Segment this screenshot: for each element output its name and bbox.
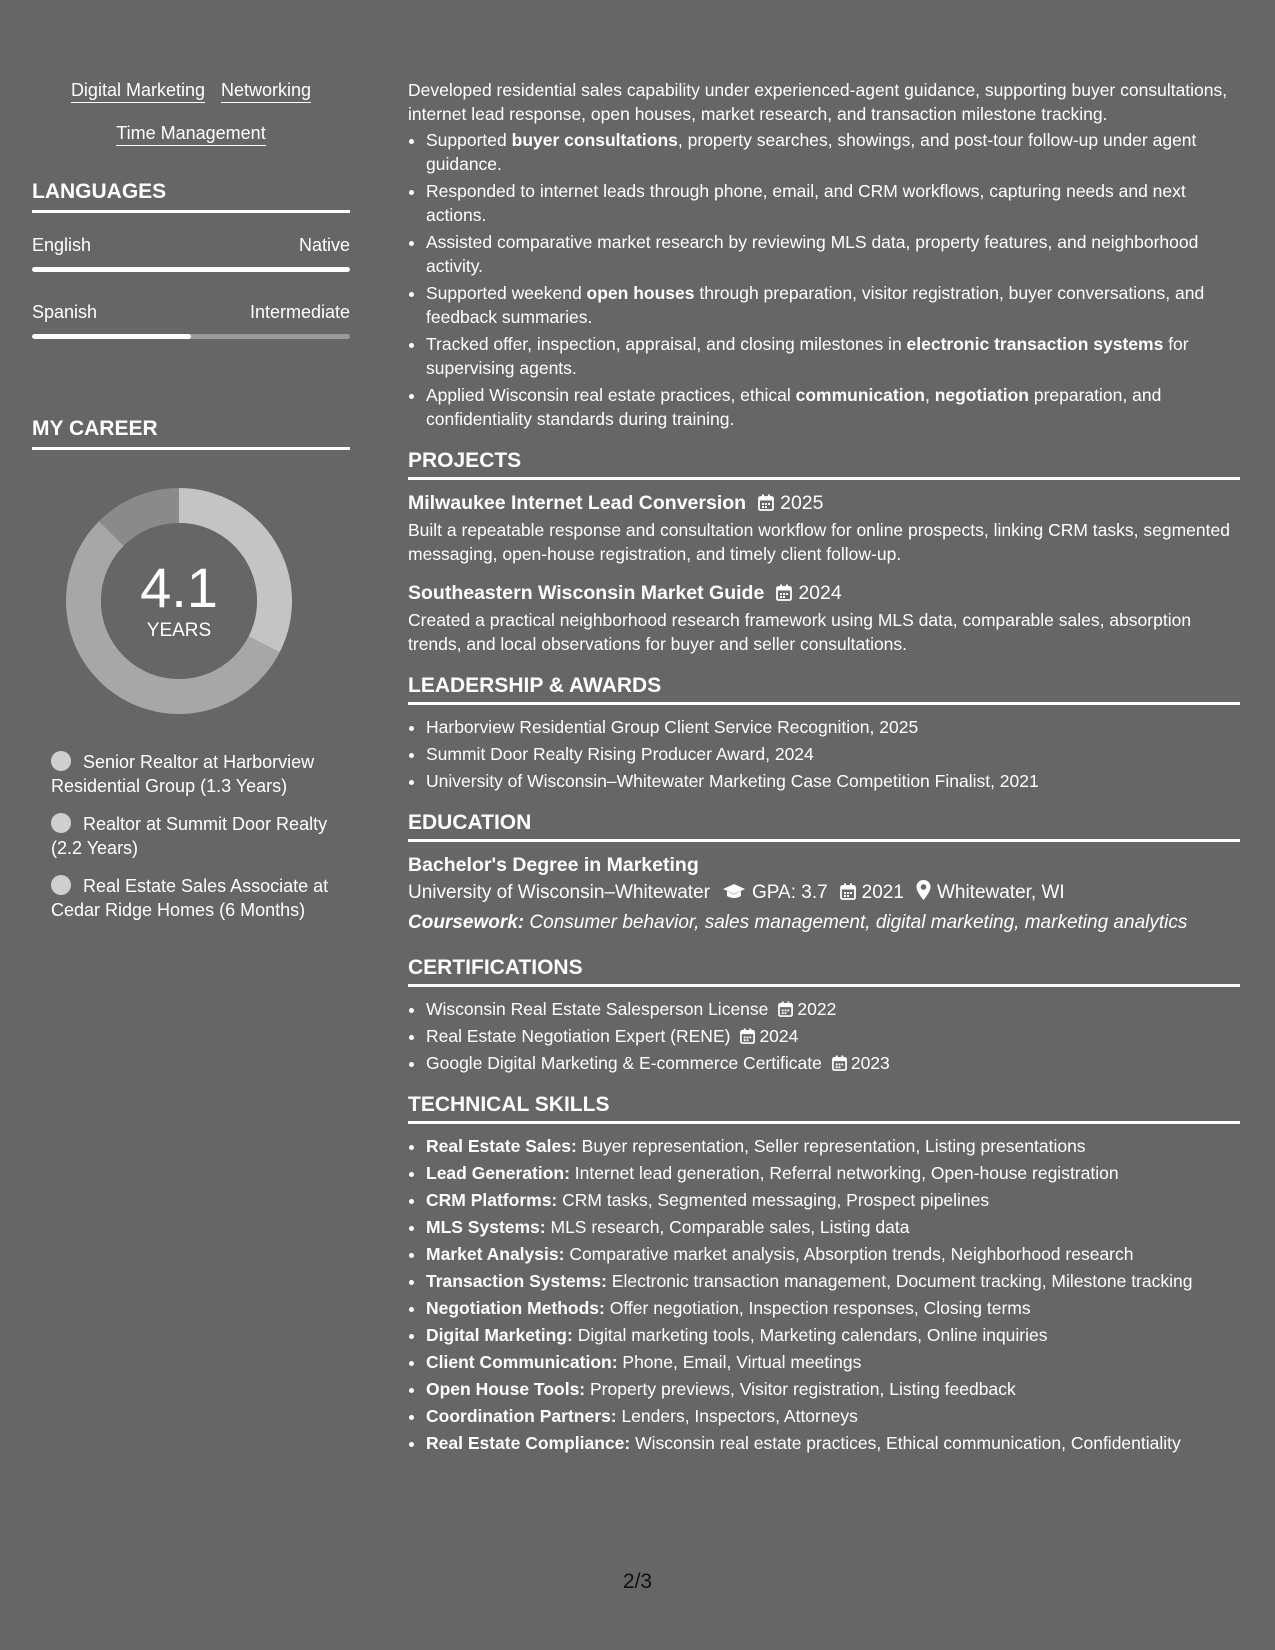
language-proficiency-bar [32,334,350,339]
skill-tag: Digital Marketing [71,78,205,103]
skill-item: • Real Estate Compliance: Wisconsin real estate practices, Ethical communication, Confidentiality [426,1431,1240,1455]
calendar-icon [758,494,774,511]
career-legend-label: Realtor at Summit Door Realty (2.2 Years) [51,814,328,858]
language-proficiency-fill [32,334,191,339]
skill-item: • Transaction Systems: Electronic transaction management, Document tracking, Milestone tracking [426,1269,1240,1293]
project-title: Milwaukee Internet Lead Conversion 2025 [408,492,824,514]
skill-item: • MLS Systems: MLS research, Comparable sales, Listing data [426,1215,1240,1239]
gpa: GPA: 3.7 [751,882,828,903]
skill-item: • Coordination Partners: Lenders, Inspectors, Attorneys [426,1404,1240,1428]
legend-dot [51,813,71,833]
skill-tags [32,78,350,146]
technical-skills-section [408,1091,1240,1455]
language-level: Native [298,235,350,255]
experience-bullet: • Supported buyer consultations, property searches, showings, and post-tour follow-up under agent guidance. [426,128,1240,176]
language-item [32,300,350,339]
experience-summary: Developed residential sales capability under experienced-agent guidance, supporting buyer consultations, internet lead response, open houses, market research, and transaction milestone tracking. [408,80,1228,124]
career-legend-item [51,750,331,798]
language-proficiency-bar [32,267,350,272]
project-title: Southeastern Wisconsin Market Guide 2024 [408,582,842,604]
sidebar [32,78,350,936]
experience-bullet: • Supported weekend open houses through preparation, visitor registration, buyer conversations, and feedback summaries. [426,281,1240,329]
calendar-icon [778,1001,793,1017]
experience-bullets [408,128,1240,431]
project-year: 2025 [780,492,824,514]
career-total-unit: YEARS [146,620,212,641]
degree-title: Bachelor's Degree in Marketing [408,854,699,876]
experience-bullet: • Assisted comparative market research by reviewing MLS data, property features, and neighborhood activity. [426,230,1240,278]
projects-heading: PROJECTS [408,447,1240,480]
technical-skills-list [408,1134,1240,1455]
skill-item: • Negotiation Methods: Offer negotiation, Inspection responses, Closing terms [426,1296,1240,1320]
languages-heading: LANGUAGES [32,178,350,213]
main-content [408,78,1240,1458]
language-proficiency-fill [32,267,350,272]
skill-item: • Client Communication: Phone, Email, Virtual meetings [426,1350,1240,1374]
calendar-icon [776,584,792,601]
language-name: English [32,235,92,255]
experience-bullet: • Applied Wisconsin real estate practices, ethical communication, negotiation preparation, and confidentiality standards during training. [426,383,1240,431]
education-heading: EDUCATION [408,809,1240,842]
career-heading: MY CAREER [32,415,350,450]
skill-item: • Digital Marketing: Digital marketing tools, Marketing calendars, Online inquiries [426,1323,1240,1347]
graduation-year: 2021 [861,882,904,903]
legend-dot [51,751,71,771]
calendar-icon [832,1055,847,1071]
career-donut-chart [66,488,292,714]
coursework-list: Consumer behavior, sales management, digital marketing, marketing analytics [529,912,1188,933]
skill-tag: Networking [221,78,311,103]
coursework-label: Coursework: [408,912,525,933]
skill-tag: Time Management [116,121,265,146]
skill-item: • CRM Platforms: CRM tasks, Segmented messaging, Prospect pipelines [426,1188,1240,1212]
education-section [408,809,1240,938]
career-legend-label: Senior Realtor at Harborview Residential Group (1.3 Years) [51,752,315,796]
project-description: Built a repeatable response and consultation workflow for online prospects, linking CRM tasks, segmented messaging, open-house registration, and timely client follow-up. [408,520,1230,564]
certifications-section [408,954,1240,1075]
skill-item: • Real Estate Sales: Buyer representation, Seller representation, Listing presentations [426,1134,1240,1158]
projects-section [408,447,1240,656]
experience-bullet: • Responded to internet leads through phone, email, and CRM workflows, capturing needs and next actions. [426,179,1240,227]
career-legend-item [51,874,331,922]
language-level: Intermediate [249,302,350,322]
career-total-value: 4.1 [140,556,218,619]
legend-dot [51,875,71,895]
graduation-cap-icon [722,883,746,900]
education-details [408,878,1240,908]
award-item: • University of Wisconsin–Whitewater Marketing Case Competition Finalist, 2021 [426,769,1240,793]
project-year: 2024 [798,582,842,604]
awards-list [408,715,1240,793]
skill-item: • Market Analysis: Comparative market analysis, Absorption trends, Neighborhood research [426,1242,1240,1266]
language-name: Spanish [32,302,98,322]
calendar-icon [740,1028,755,1044]
awards-heading: LEADERSHIP & AWARDS [408,672,1240,705]
award-item: • Harborview Residential Group Client Service Recognition, 2025 [426,715,1240,739]
certification-year: 2024 [759,1026,799,1046]
career-legend-item [51,812,331,860]
awards-section [408,672,1240,793]
certification-item: • Google Digital Marketing & E-commerce Certificate 2023 [426,1051,1240,1075]
page-number: 2/3 [622,1570,653,1593]
award-item: • Summit Door Realty Rising Producer Award, 2024 [426,742,1240,766]
skill-item: • Open House Tools: Property previews, Visitor registration, Listing feedback [426,1377,1240,1401]
calendar-icon [840,883,856,900]
coursework [408,908,1240,938]
career-legend-label: Real Estate Sales Associate at Cedar Ridge Homes (6 Months) [51,876,329,920]
certification-year: 2023 [850,1053,890,1073]
certifications-list [408,997,1240,1075]
skill-item: • Lead Generation: Internet lead generation, Referral networking, Open-house registration [426,1161,1240,1185]
career-legend [51,750,350,922]
experience-bullet: • Tracked offer, inspection, appraisal, and closing milestones in electronic transaction systems for supervising agents. [426,332,1240,380]
technical-skills-heading: TECHNICAL SKILLS [408,1091,1240,1124]
project-description: Created a practical neighborhood research framework using MLS data, comparable sales, absorption trends, and local observations for buyer and seller consultations. [408,610,1192,654]
certifications-heading: CERTIFICATIONS [408,954,1240,987]
school-location: Whitewater, WI [936,882,1065,903]
certification-item: • Wisconsin Real Estate Salesperson License 2022 [426,997,1240,1021]
certification-year: 2022 [797,999,837,1019]
language-item [32,233,350,272]
certification-item: • Real Estate Negotiation Expert (RENE) 2024 [426,1024,1240,1048]
school-name: University of Wisconsin–Whitewater [408,882,710,903]
map-pin-icon [916,880,931,900]
